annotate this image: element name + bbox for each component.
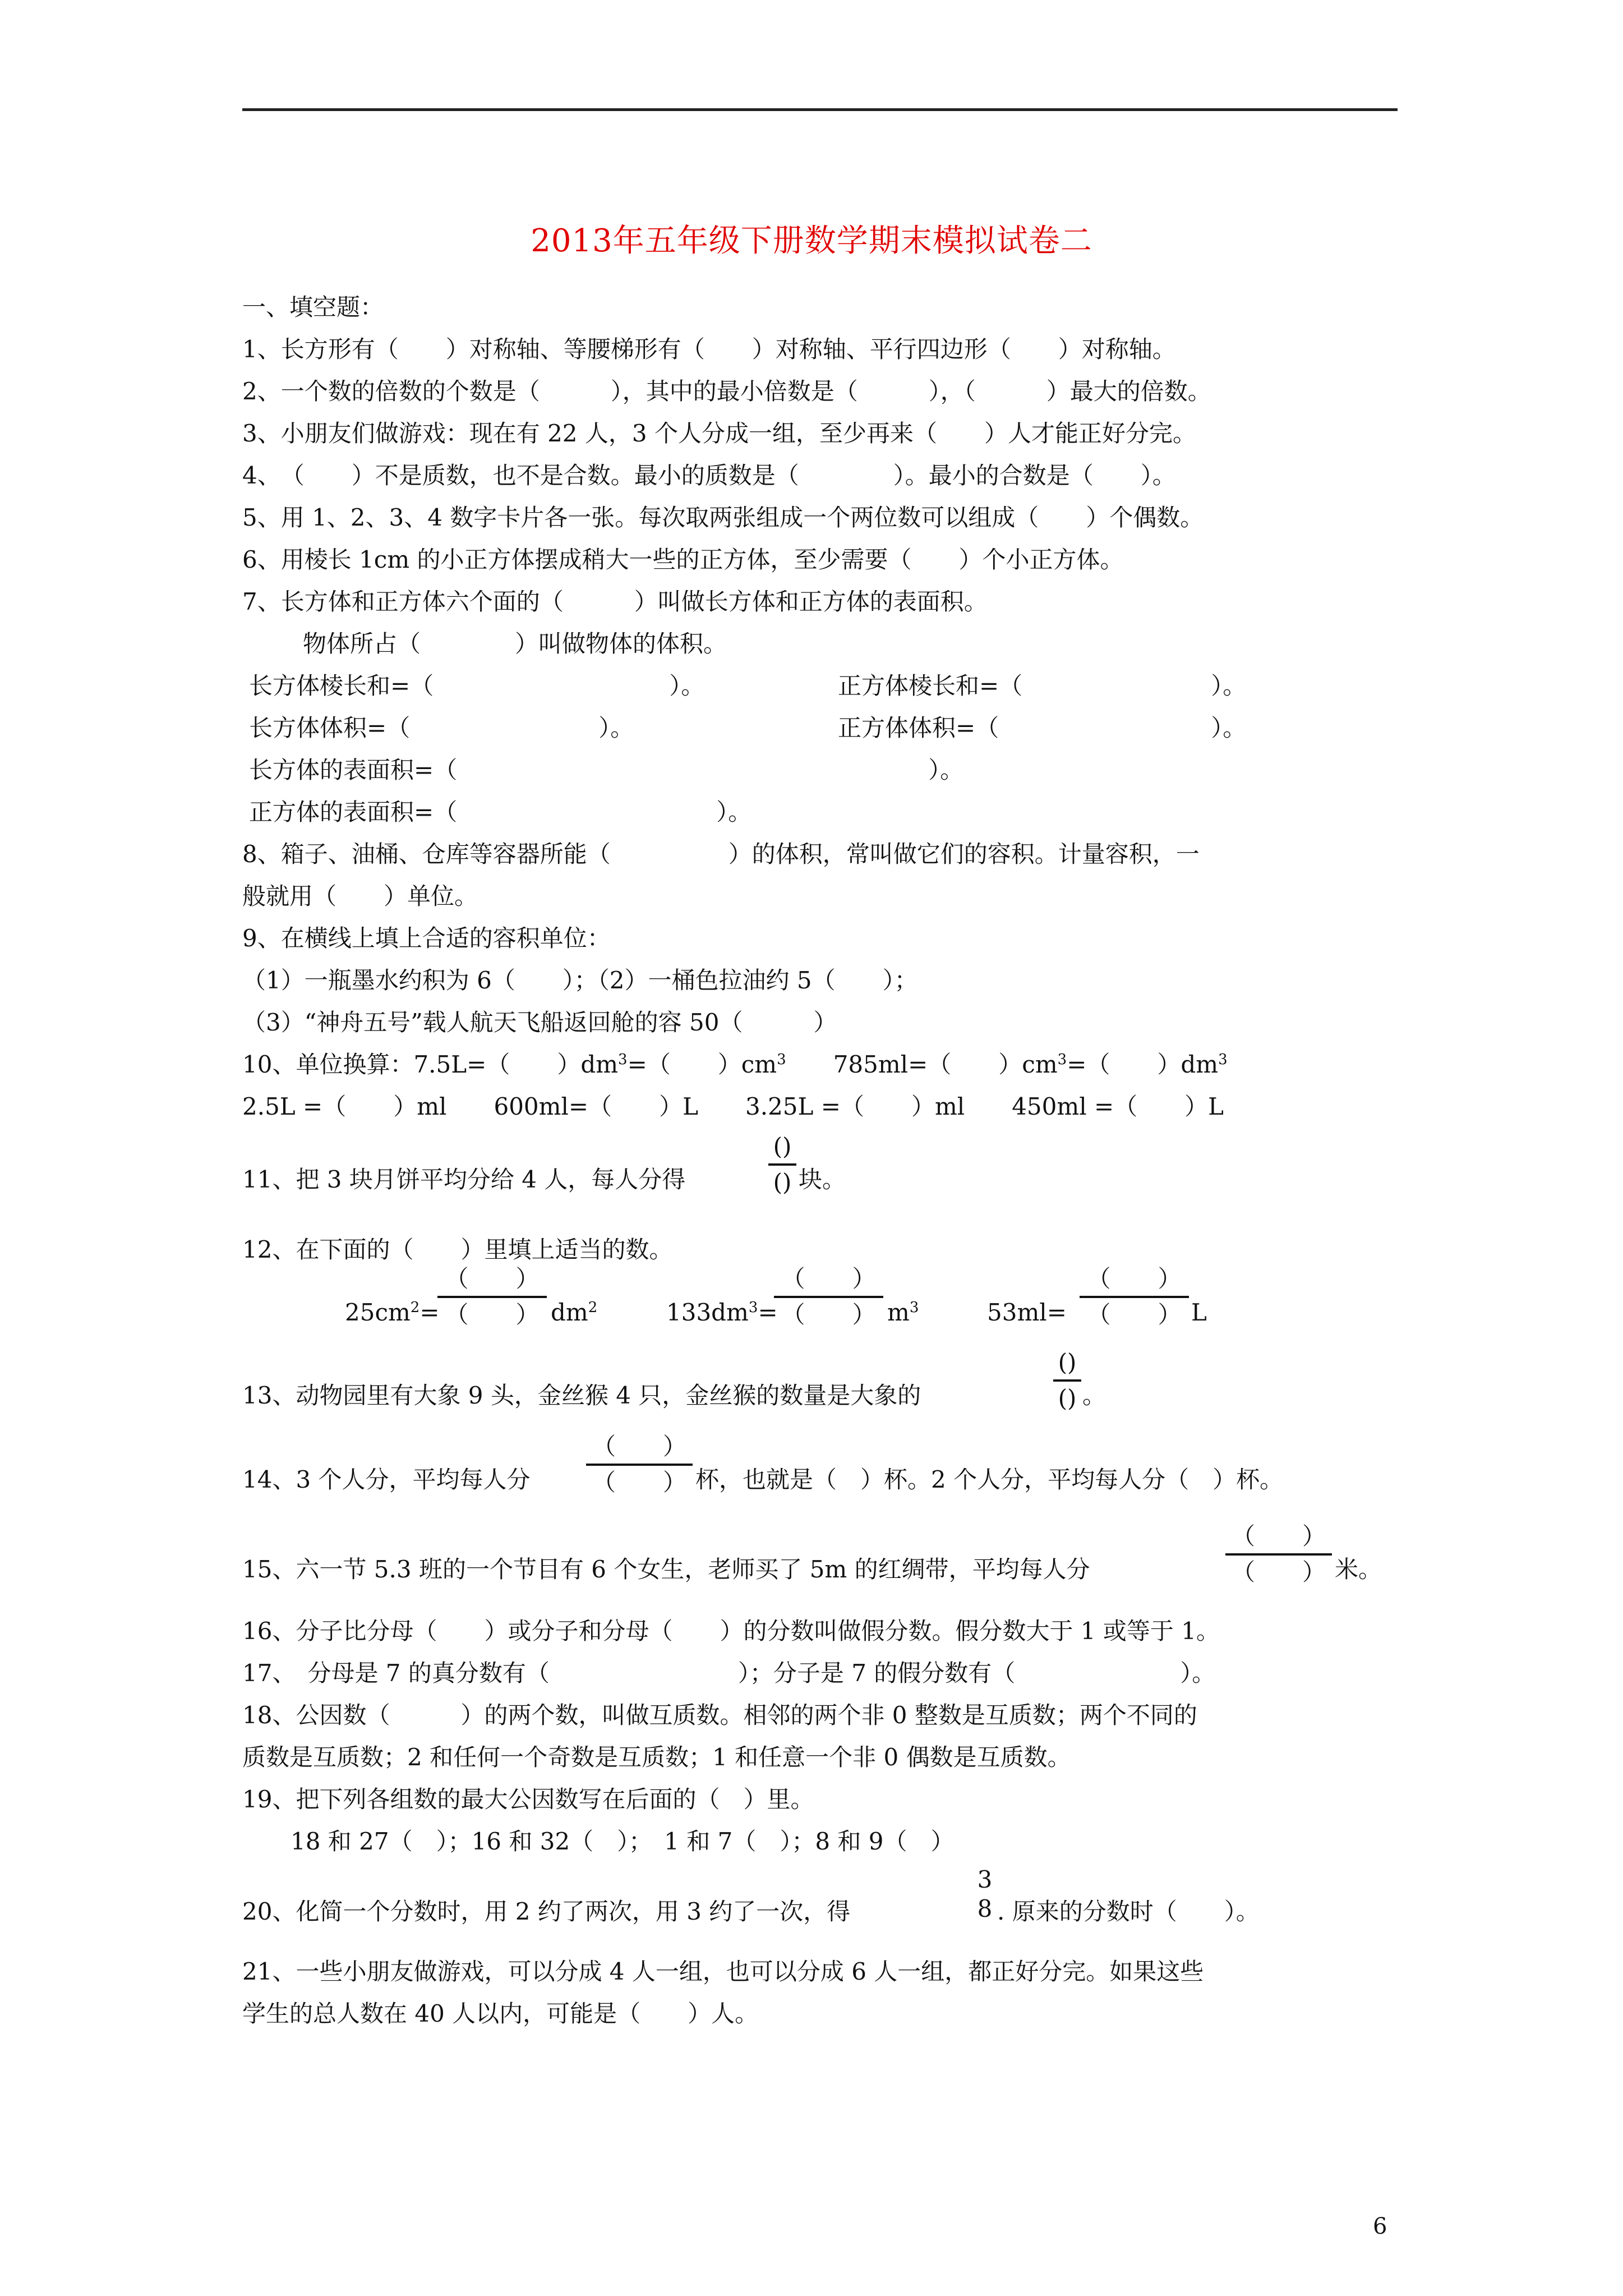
numerator: （ ） [445, 1265, 540, 1292]
denominator: 8 [977, 1895, 993, 1922]
fraction [586, 1432, 693, 1497]
q12-unit-b [887, 1296, 919, 1329]
superscript: 3 [1218, 1051, 1228, 1068]
question-14-cont: 杯，也就是（ ）杯。2 个人分，平均每人分（ ）杯。 [695, 1466, 1284, 1493]
numerator: （ ） [1087, 1265, 1182, 1292]
q12-unit-a [551, 1296, 597, 1329]
question-9-part-b: （3）“神舟五号”载人航天飞船返回舱的容 50（ ） [242, 1009, 837, 1036]
superscript: 3 [1057, 1051, 1067, 1068]
header-rule [242, 108, 1398, 111]
superscript: 3 [748, 1299, 758, 1316]
question-19-items: 18 和 27（ ）；16 和 32（ ）； 1 和 7（ ）；8 和 9（ ） [291, 1828, 955, 1855]
q12-expr-a [345, 1296, 440, 1329]
q10-text-d: =（ ）dm [1067, 1051, 1219, 1078]
q10-text-a: 10、单位换算：7.5L=（ ）dm [242, 1051, 619, 1078]
superscript: 3 [777, 1051, 786, 1068]
fraction-3-8 [975, 1865, 995, 1924]
fraction [437, 1264, 547, 1329]
question-1: 1、长方形有（ ）对称轴、等腰梯形有（ ）对称轴、平行四边形（ ）对称轴。 [242, 335, 1176, 363]
numerator: （ ） [1231, 1522, 1326, 1550]
numerator: () [773, 1133, 792, 1160]
question-11: 11、把 3 块月饼平均分给 4 人，每人分得 [242, 1166, 686, 1193]
question-21-cont: 学生的总人数在 40 人以内，可能是（ ）人。 [242, 2000, 759, 2027]
q12-unit-c: L [1191, 1299, 1207, 1326]
question-16: 16、分子比分母（ ）或分子和分母（ ）的分数叫做假分数。假分数大于 1 或等于 1。 [242, 1617, 1220, 1645]
question-15-end: 米。 [1335, 1556, 1382, 1583]
superscript: 3 [618, 1051, 628, 1068]
denominator: （ ） [592, 1469, 686, 1496]
question-10 [242, 1048, 1228, 1082]
question-21: 21、一些小朋友做游戏，可以分成 4 人一组，也可以分成 6 人一组，都正好分完。如果这些 [242, 1958, 1204, 1985]
page-title: 2013年五年级下册数学期末模拟试卷二 [531, 223, 1092, 259]
q12-a-text: 25cm [345, 1299, 411, 1326]
question-3: 3、小朋友们做游戏：现在有 22 人，3 个人分成一组，至少再来（ ）人才能正好分完。 [242, 420, 1196, 447]
unit: m [887, 1299, 910, 1326]
question-7-cube-area: 正方体的表面积=（ ）。 [249, 798, 752, 826]
question-9-part-a: （1）一瓶墨水约积为 6（ ）；（2）一桶色拉油约 5（ ）； [242, 967, 918, 994]
q12-b-eq: = [758, 1299, 778, 1326]
denominator: () [773, 1168, 792, 1196]
superscript: 2 [410, 1299, 420, 1316]
question-7-cuboid-volume: 长方体体积=（ ）。 [249, 714, 634, 742]
question-7-volume: 物体所占（ ）叫做物体的体积。 [303, 630, 727, 657]
q10-text-b: =（ ）cm [627, 1051, 777, 1078]
denominator: () [1058, 1384, 1077, 1412]
question-12: 12、在下面的（ ）里填上适当的数。 [242, 1236, 673, 1263]
numerator: （ ） [592, 1433, 686, 1460]
question-20: 20、化简一个分数时，用 2 约了两次，用 3 约了一次，得 [242, 1898, 851, 1925]
question-8: 8、箱子、油桶、仓库等容器所能（ ）的体积，常叫做它们的容积。计量容积，一 [242, 840, 1200, 868]
question-7: 7、长方体和正方体六个面的（ ）叫做长方体和正方体的表面积。 [242, 588, 988, 615]
fraction [1225, 1522, 1332, 1587]
fraction [1053, 1348, 1081, 1413]
question-20-end: . 原来的分数时（ ）。 [997, 1898, 1260, 1925]
question-4: 4、 （ ）不是质数，也不是合数。最小的质数是（ ）。最小的合数是（ ）。 [242, 462, 1176, 489]
question-7-cube-edges: 正方体棱长和=（ ）。 [838, 672, 1247, 700]
unit: dm [551, 1299, 588, 1326]
question-7-cube-volume: 正方体体积=（ ）。 [838, 714, 1247, 742]
question-15: 15、六一节 5.3 班的一个节目有 6 个女生，老师买了 5m 的红绸带，平均每人分 [242, 1556, 1090, 1583]
denominator: （ ） [1231, 1558, 1326, 1586]
question-19: 19、把下列各组数的最大公因数写在后面的（ ）里。 [242, 1786, 814, 1813]
question-13-end: 。 [1082, 1382, 1106, 1409]
q12-expr-b [666, 1296, 778, 1329]
question-2: 2、一个数的倍数的个数是（ ），其中的最小倍数是（ ），（ ）最大的倍数。 [242, 378, 1211, 405]
question-13: 13、动物园里有大象 9 头，金丝猴 4 只，金丝猴的数量是大象的 [242, 1382, 921, 1409]
q10-text-c: 785ml=（ ）cm [786, 1051, 1058, 1078]
question-18-cont: 质数是互质数；2 和任何一个奇数是互质数；1 和任意一个非 0 偶数是互质数。 [242, 1743, 1071, 1771]
question-6: 6、用棱长 1cm 的小正方体摆成稍大一些的正方体，至少需要（ ）个小正方体。 [242, 546, 1124, 573]
fraction [1080, 1264, 1189, 1329]
question-9: 9、在横线上填上合适的容积单位： [242, 924, 611, 952]
fraction [774, 1264, 883, 1329]
superscript: 2 [588, 1299, 598, 1316]
page-number: 6 [1373, 2214, 1387, 2239]
question-14: 14、3 个人分，平均每人分 [242, 1466, 531, 1493]
question-7-cuboid-edges: 长方体棱长和=（ ）。 [249, 672, 705, 700]
fraction [768, 1132, 796, 1197]
q12-a-eq: = [419, 1299, 440, 1326]
numerator: 3 [977, 1866, 993, 1893]
q12-expr-c: 53ml= [987, 1299, 1067, 1326]
denominator: （ ） [781, 1301, 876, 1328]
question-11-end: 块。 [799, 1166, 846, 1193]
superscript: 3 [909, 1299, 919, 1316]
question-5: 5、用 1、2、3、4 数字卡片各一张。每次取两张组成一个两位数可以组成（ ）个偶数。 [242, 504, 1204, 531]
q12-b-text: 133dm [666, 1299, 749, 1326]
denominator: （ ） [445, 1301, 540, 1328]
numerator: () [1058, 1349, 1077, 1376]
question-17: 17、 分母是 7 的真分数有（ ）；分子是 7 的假分数有（ ）。 [242, 1659, 1216, 1687]
question-7-cuboid-area: 长方体的表面积=（ ）。 [249, 756, 964, 784]
denominator: （ ） [1087, 1301, 1182, 1328]
numerator: （ ） [781, 1265, 876, 1292]
question-10-cont: 2.5L =（ ）ml 600ml=（ ）L 3.25L =（ ）ml 450ml =（ ）L [242, 1093, 1224, 1120]
section-heading: 一、填空题： [242, 293, 384, 321]
question-18: 18、公因数（ ）的两个数，叫做互质数。相邻的两个非 0 整数是互质数；两个不同的 [242, 1701, 1197, 1729]
question-8-cont: 般就用（ ）单位。 [242, 882, 478, 910]
